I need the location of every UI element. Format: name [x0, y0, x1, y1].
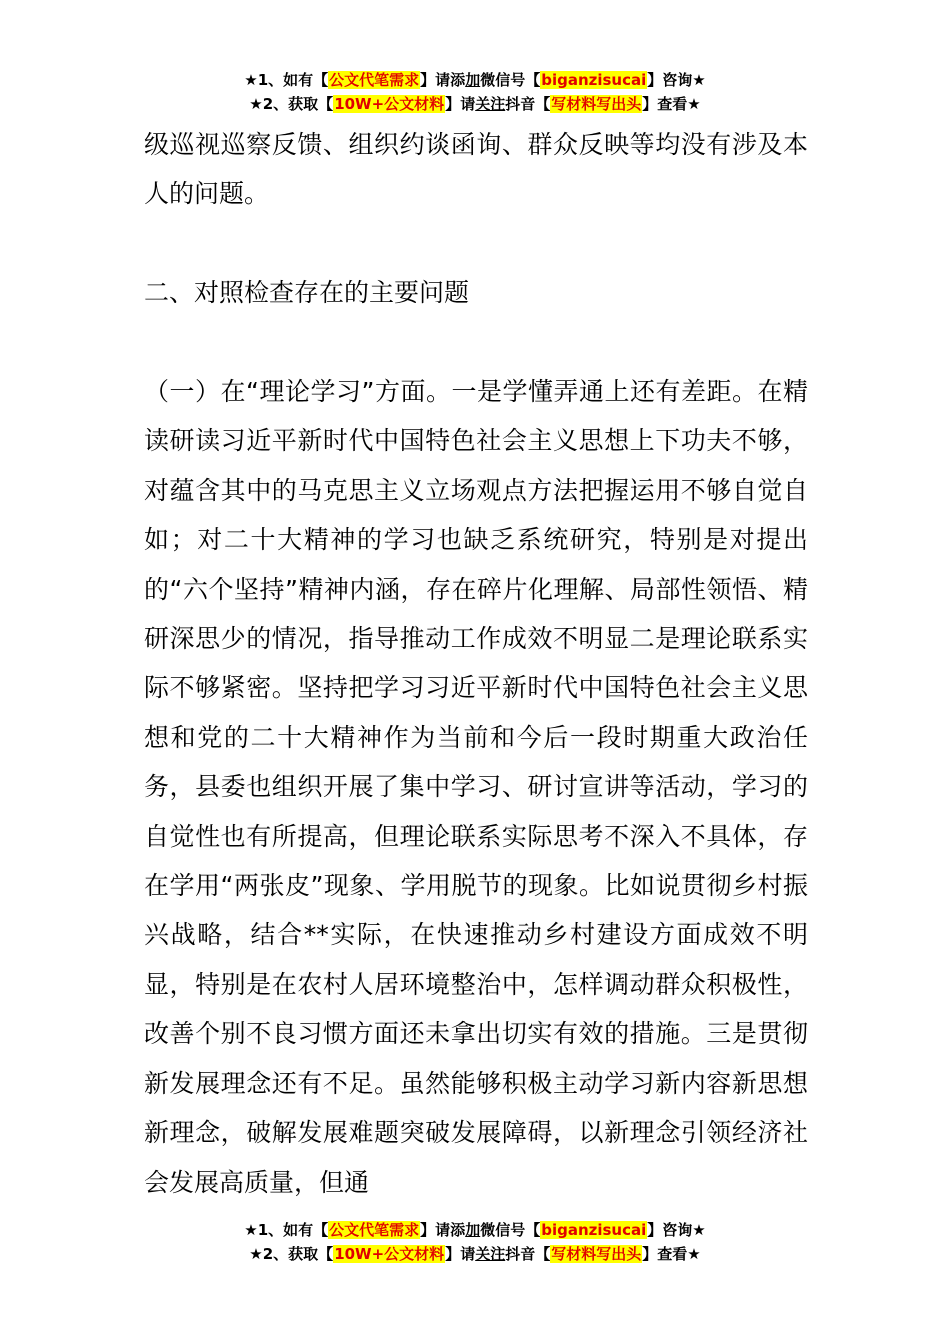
banner-line-1: [0, 68, 950, 92]
banner-text: 】查看★: [642, 1245, 701, 1263]
banner-text: 抖音【: [505, 1245, 551, 1263]
banner-text: 】咨询★: [647, 71, 706, 89]
banner-line-1: [0, 1218, 950, 1242]
paragraph-spacer: [144, 318, 808, 367]
banner-text: 】请添: [420, 1221, 466, 1239]
banner-highlight: 写材料写出头: [551, 1245, 642, 1263]
paragraph-spacer: [144, 219, 808, 268]
banner-line-2: [0, 1242, 950, 1266]
header-banner: [0, 68, 950, 116]
banner-text: 微信号【: [480, 71, 541, 89]
paragraph-continuation: 级巡视巡察反馈、组织约谈函询、群众反映等均没有涉及本人的问题。: [144, 130, 808, 209]
document-body: [144, 120, 808, 1207]
banner-text: 】请: [445, 1245, 476, 1263]
banner-highlight: 写材料写出头: [551, 95, 642, 113]
banner-text: 】查看★: [642, 95, 701, 113]
banner-text: 】请添: [420, 71, 466, 89]
banner-underlined-text: 加: [465, 1221, 481, 1239]
banner-text: ★1、如有【: [244, 1221, 329, 1239]
banner-text: ★2、获取【: [249, 1245, 334, 1263]
section-heading: 二、对照检查存在的主要问题: [144, 278, 470, 308]
banner-text: 抖音【: [505, 95, 551, 113]
paragraph-theory-study: （一）在“理论学习”方面。一是学懂弄通上还有差距。在精读研读习近平新时代中国特色社会主义思想上下功夫不够，对蕴含其中的马克思主义立场观点方法把握运用不够自觉自如；对二十大精神的学习也缺乏系统研究，特别是对提出的“六个坚持”精神内涵，存在碎片化理解、局部性领悟、精研深思少的情况，指导推动工作成效不明显二是理论联系实际不够紧密。坚持把学习习近平新时代中国特色社会主义思想和党的二十大精神作为当前和今后一段时期重大政治任务，县委也组织开展了集中学习、研讨宣讲等活动，学习的自觉性也有所提高，但理论联系实际思考不深入不具体，存在学用“两张皮”现象、学用脱节的现象。比如说贯彻乡村振兴战略，结合**实际，在快速推动乡村建设方面成效不明显，特别是在农村人居环境整治中，怎样调动群众积极性，改善个别不良习惯方面还未拿出切实有效的措施。三是贯彻新发展理念还有不足。虽然能够积极主动学习新内容新思想新理念，破解发展难题突破发展障碍，以新理念引领经济社会发展高质量，但通: [144, 377, 808, 1197]
banner-underlined-text: 关注: [475, 95, 506, 113]
banner-text: 】咨询★: [647, 1221, 706, 1239]
banner-text: ★1、如有【: [244, 71, 329, 89]
banner-highlight: biganzisucai: [541, 71, 647, 89]
banner-highlight: 公文代笔需求: [329, 71, 420, 89]
banner-text: 微信号【: [480, 1221, 541, 1239]
banner-highlight: 10W+公文材料: [334, 1245, 445, 1263]
banner-highlight: 10W+公文材料: [334, 95, 445, 113]
banner-underlined-text: 加: [465, 71, 481, 89]
banner-underlined-text: 关注: [475, 1245, 506, 1263]
banner-text: ★2、获取【: [249, 95, 334, 113]
banner-text: 】请: [445, 95, 476, 113]
banner-highlight: 公文代笔需求: [329, 1221, 420, 1239]
banner-highlight: biganzisucai: [541, 1221, 647, 1239]
footer-banner: [0, 1218, 950, 1266]
banner-line-2: [0, 92, 950, 116]
